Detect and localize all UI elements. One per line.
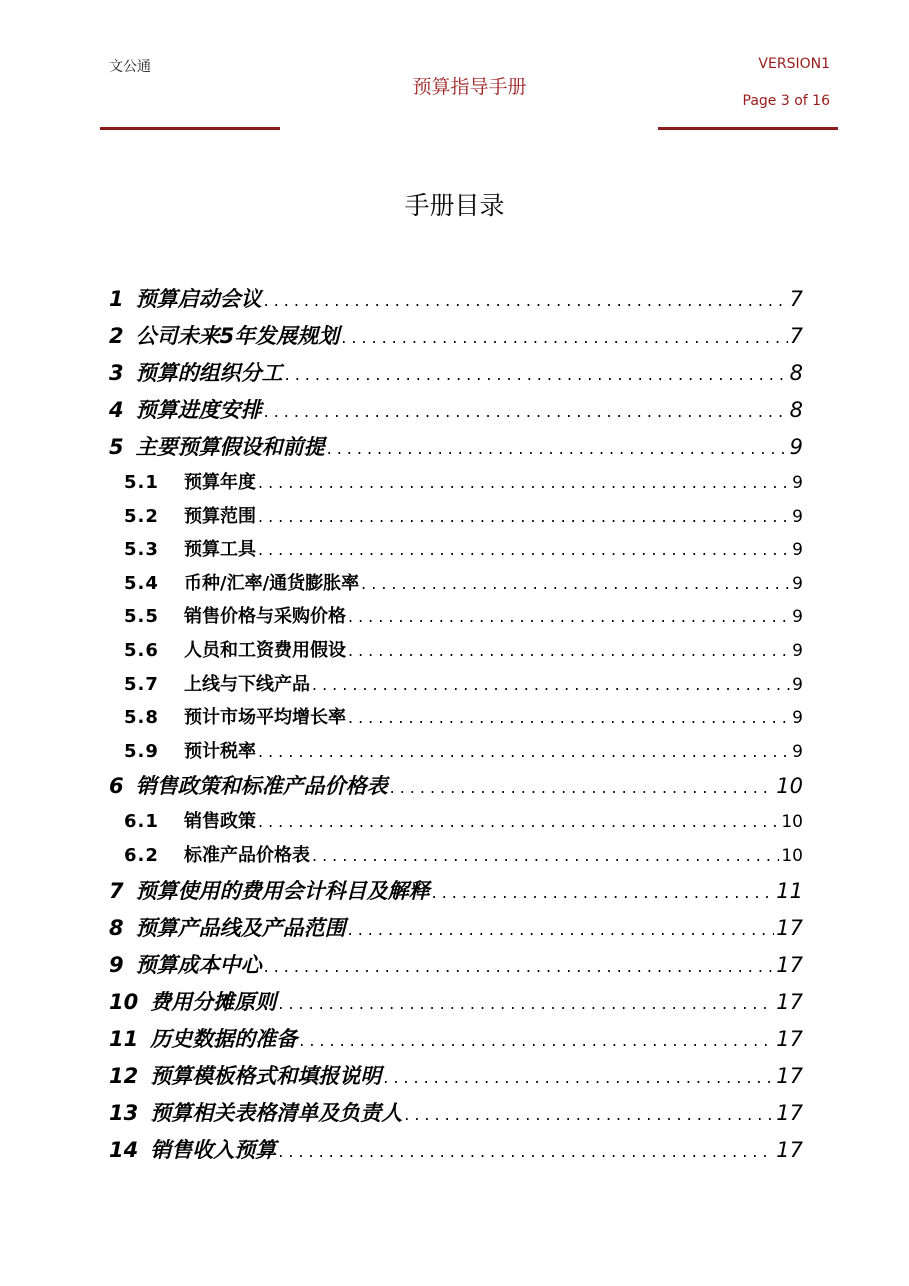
toc-entry-page: 17 xyxy=(776,952,803,977)
page-title: 手册目录 xyxy=(404,191,505,220)
toc-entry-page: 8 xyxy=(789,361,803,385)
header-rule-right xyxy=(658,127,838,130)
toc-entry-title: 销售价格与采购价格 xyxy=(184,606,346,628)
toc-leader xyxy=(264,291,788,310)
header-rule-left xyxy=(100,127,280,130)
toc-entry-number: 5.9 xyxy=(124,740,159,762)
toc-subentry[interactable] xyxy=(109,602,803,636)
toc-entry[interactable] xyxy=(109,949,803,986)
toc-subentry[interactable] xyxy=(109,636,803,670)
toc-entry-title: 预算成本中心 xyxy=(135,952,262,977)
toc-leader xyxy=(312,675,790,694)
toc-entry-title: 预算使用的费用会计科目及解释 xyxy=(135,878,430,903)
toc-entry-page: 17 xyxy=(776,915,803,940)
toc-entry-page: 17 xyxy=(776,989,803,1014)
toc-entry-title: 销售政策 xyxy=(184,811,256,833)
toc-leader xyxy=(404,1105,774,1124)
toc-leader xyxy=(258,473,790,492)
toc-entry-title: 预算相关表格清单及负责人 xyxy=(150,1100,403,1125)
toc-entry-page: 9 xyxy=(789,435,803,459)
toc-entry[interactable] xyxy=(109,1134,803,1171)
toc-leader xyxy=(312,846,779,865)
toc-entry-title: 预算范围 xyxy=(184,505,256,527)
table-of-contents xyxy=(109,283,803,1171)
toc-leader xyxy=(264,957,775,976)
toc-entry-number: 5.8 xyxy=(124,707,159,729)
toc-subentry[interactable] xyxy=(109,703,803,737)
toc-entry[interactable] xyxy=(109,912,803,949)
toc-entry-title: 历史数据的准备 xyxy=(150,1026,298,1051)
toc-entry-title: 人员和工资费用假设 xyxy=(184,639,346,661)
toc-entry-number: 5.1 xyxy=(124,472,159,493)
toc-entry-page: 9 xyxy=(792,741,803,762)
toc-subentry[interactable] xyxy=(109,535,803,569)
toc-entry-title: 币种/汇率/通货膨胀率 xyxy=(184,572,360,594)
toc-entry[interactable] xyxy=(109,986,803,1023)
toc-entry-title: 费用分摊原则 xyxy=(150,989,277,1014)
toc-entry-number: 7 xyxy=(109,878,124,903)
toc-entry-number: 1 xyxy=(109,287,124,311)
toc-subentry[interactable] xyxy=(109,502,803,536)
toc-subentry[interactable] xyxy=(109,841,803,875)
toc-entry[interactable] xyxy=(109,320,803,357)
toc-entry-title: 预算模板格式和填报说明 xyxy=(150,1063,382,1088)
toc-entry-title: 公司未来5年发展规划 xyxy=(135,324,340,348)
toc-entry-number: 5.2 xyxy=(124,505,159,527)
toc-entry-page: 17 xyxy=(776,1100,803,1125)
toc-leader xyxy=(285,365,788,384)
toc-entry-number: 9 xyxy=(109,952,124,977)
toc-entry-title: 预计市场平均增长率 xyxy=(184,707,346,729)
toc-entry-title: 上线与下线产品 xyxy=(184,673,310,695)
toc-entry-title: 预算年度 xyxy=(184,472,256,493)
toc-leader xyxy=(432,883,775,902)
toc-leader xyxy=(348,607,790,626)
toc-subentry[interactable] xyxy=(109,737,803,771)
toc-entry[interactable] xyxy=(109,770,803,807)
toc-entry[interactable] xyxy=(109,1023,803,1060)
toc-entry-title: 预算工具 xyxy=(184,539,256,561)
toc-entry-page: 9 xyxy=(792,640,803,661)
toc-entry-page: 9 xyxy=(792,674,803,695)
manual-title: 预算指导手册 xyxy=(412,76,527,98)
toc-entry-number: 6 xyxy=(109,774,124,799)
toc-entry-page: 9 xyxy=(792,540,803,561)
toc-entry-page: 9 xyxy=(792,506,803,527)
toc-leader xyxy=(278,994,774,1013)
toc-entry-page: 17 xyxy=(776,1137,803,1162)
toc-entry-number: 2 xyxy=(109,324,124,348)
toc-entry-number: 6.1 xyxy=(124,811,159,833)
toc-leader xyxy=(348,920,775,939)
toc-entry-number: 12 xyxy=(109,1063,139,1088)
toc-entry[interactable] xyxy=(109,431,803,468)
toc-entry[interactable] xyxy=(109,394,803,431)
toc-entry-number: 5 xyxy=(109,435,124,459)
toc-leader xyxy=(383,1068,774,1087)
toc-entry-page: 17 xyxy=(776,1063,803,1088)
toc-leader xyxy=(299,1031,774,1050)
toc-leader xyxy=(258,742,790,761)
toc-entry-title: 标准产品价格表 xyxy=(184,844,310,866)
toc-subentry[interactable] xyxy=(109,569,803,603)
toc-entry-page: 10 xyxy=(781,845,803,866)
toc-entry-page: 7 xyxy=(789,324,803,348)
toc-entry-page: 9 xyxy=(792,708,803,729)
toc-entry-title: 预算启动会议 xyxy=(135,287,262,311)
toc-subentry[interactable] xyxy=(109,468,803,502)
toc-entry-number: 6.2 xyxy=(124,844,159,866)
toc-entry-page: 9 xyxy=(792,473,803,493)
toc-entry-number: 3 xyxy=(109,361,124,385)
company-name: 文公通 xyxy=(109,59,151,75)
toc-entry[interactable] xyxy=(109,1097,803,1134)
toc-leader xyxy=(348,641,790,660)
toc-leader xyxy=(258,812,779,831)
toc-leader xyxy=(278,1142,774,1161)
toc-entry-number: 14 xyxy=(109,1137,139,1162)
toc-entry-title: 预计税率 xyxy=(184,740,256,762)
toc-leader xyxy=(341,328,787,347)
toc-entry-title: 预算的组织分工 xyxy=(135,361,283,385)
toc-leader xyxy=(264,402,788,421)
toc-entry-page: 8 xyxy=(789,398,803,422)
toc-entry-page: 11 xyxy=(776,878,803,903)
toc-subentry[interactable] xyxy=(109,807,803,841)
page-number: Page 3 of 16 xyxy=(742,93,830,109)
toc-entry-number: 8 xyxy=(109,915,124,940)
toc-entry[interactable] xyxy=(109,357,803,394)
toc-entry-title: 预算产品线及产品范围 xyxy=(135,915,346,940)
toc-entry-title: 主要预算假设和前提 xyxy=(135,435,325,459)
toc-entry-page: 17 xyxy=(776,1026,803,1051)
toc-entry-number: 11 xyxy=(109,1026,139,1051)
toc-leader xyxy=(390,778,775,797)
toc-entry-title: 销售收入预算 xyxy=(150,1137,277,1162)
toc-leader xyxy=(327,439,788,458)
toc-leader xyxy=(361,574,790,593)
toc-entry-page: 9 xyxy=(792,573,803,594)
toc-entry-number: 5.5 xyxy=(124,606,159,628)
toc-entry[interactable] xyxy=(109,283,803,320)
version-label: VERSION1 xyxy=(758,56,830,72)
toc-entry-number: 5.6 xyxy=(124,639,159,661)
toc-entry-page: 9 xyxy=(792,607,803,628)
toc-entry-number: 10 xyxy=(109,989,139,1014)
toc-entry-title: 销售政策和标准产品价格表 xyxy=(135,774,388,799)
toc-entry[interactable] xyxy=(109,1060,803,1097)
toc-entry-number: 5.7 xyxy=(124,673,159,695)
toc-leader xyxy=(258,540,790,559)
toc-leader xyxy=(348,708,790,727)
toc-leader xyxy=(258,507,790,526)
toc-entry[interactable] xyxy=(109,875,803,912)
toc-entry-number: 13 xyxy=(109,1100,139,1125)
toc-entry-number: 5.3 xyxy=(124,539,159,561)
toc-entry-title: 预算进度安排 xyxy=(135,398,262,422)
toc-entry-page: 7 xyxy=(789,287,803,311)
toc-entry-page: 10 xyxy=(781,812,803,833)
toc-entry-number: 5.4 xyxy=(124,572,159,594)
toc-entry-page: 10 xyxy=(776,774,803,799)
toc-subentry[interactable] xyxy=(109,670,803,704)
toc-entry-number: 4 xyxy=(109,398,124,422)
